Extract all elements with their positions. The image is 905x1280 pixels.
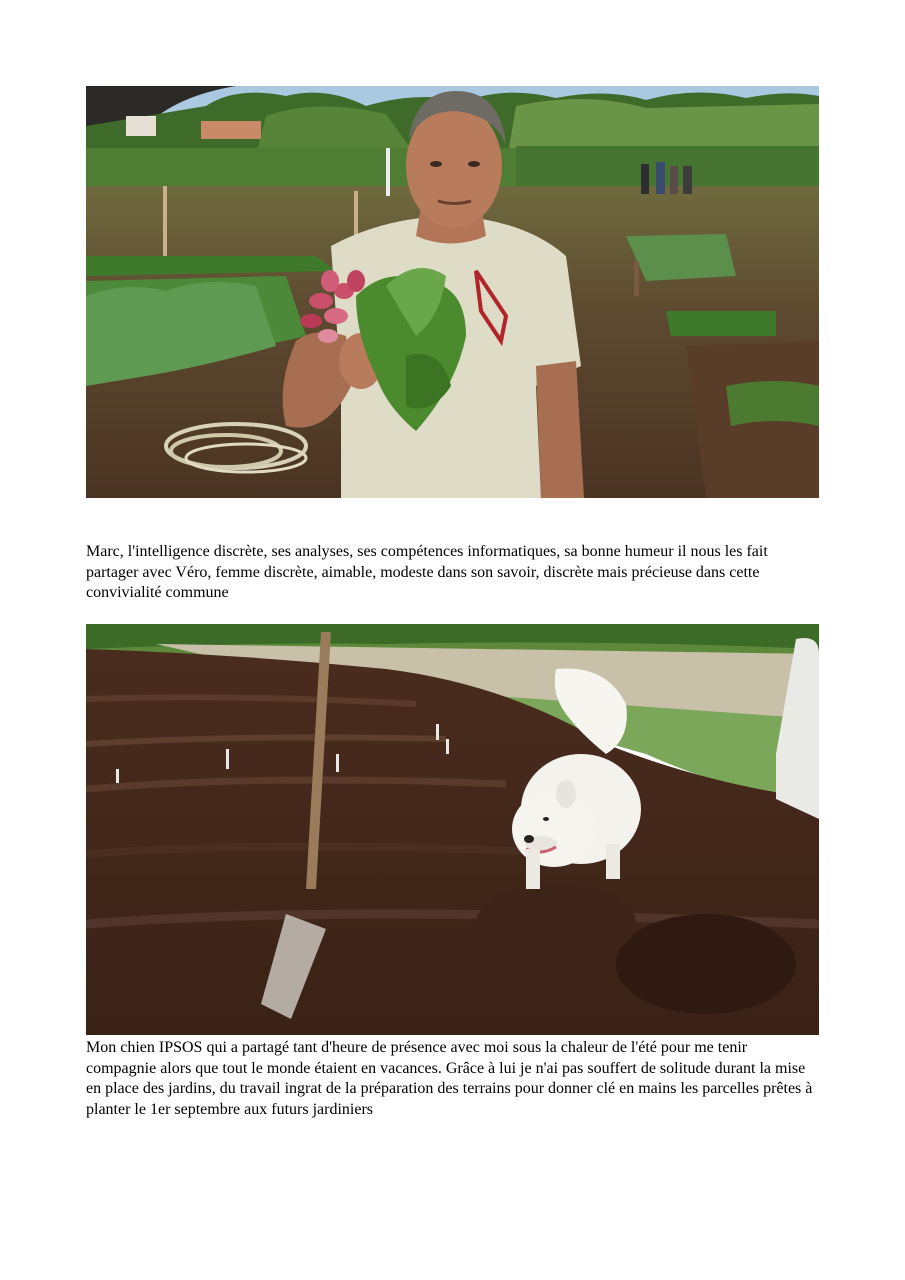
garden-photo-illustration <box>86 86 819 498</box>
photo-dog-in-garden <box>86 624 819 1035</box>
photo-man-with-radishes <box>86 86 819 498</box>
photo-caption-dog: Mon chien IPSOS qui a partagé tant d'heure de présence avec moi sous la chaleur de l'été pour me tenir compagnie alors que tout le monde étaient en vacances. Grâce à lui je n'ai pas souffert de solitude durant la mise en place des jardins, du travail ingrat de la préparation des terrains pour donner clé en mains les parcelles prêtes à planter le 1er septembre aux futurs jardiniers <box>86 1039 813 1118</box>
dog-photo-illustration <box>86 624 819 1035</box>
photo-caption-marc: Marc, l'intelligence discrète, ses analyses, ses compétences informatiques, sa bonne humeur il nous les fait partager avec Véro, femme discrète, aimable, modeste dans son savoir, discrète mais précieuse dans cette convivialité commune <box>86 543 768 601</box>
